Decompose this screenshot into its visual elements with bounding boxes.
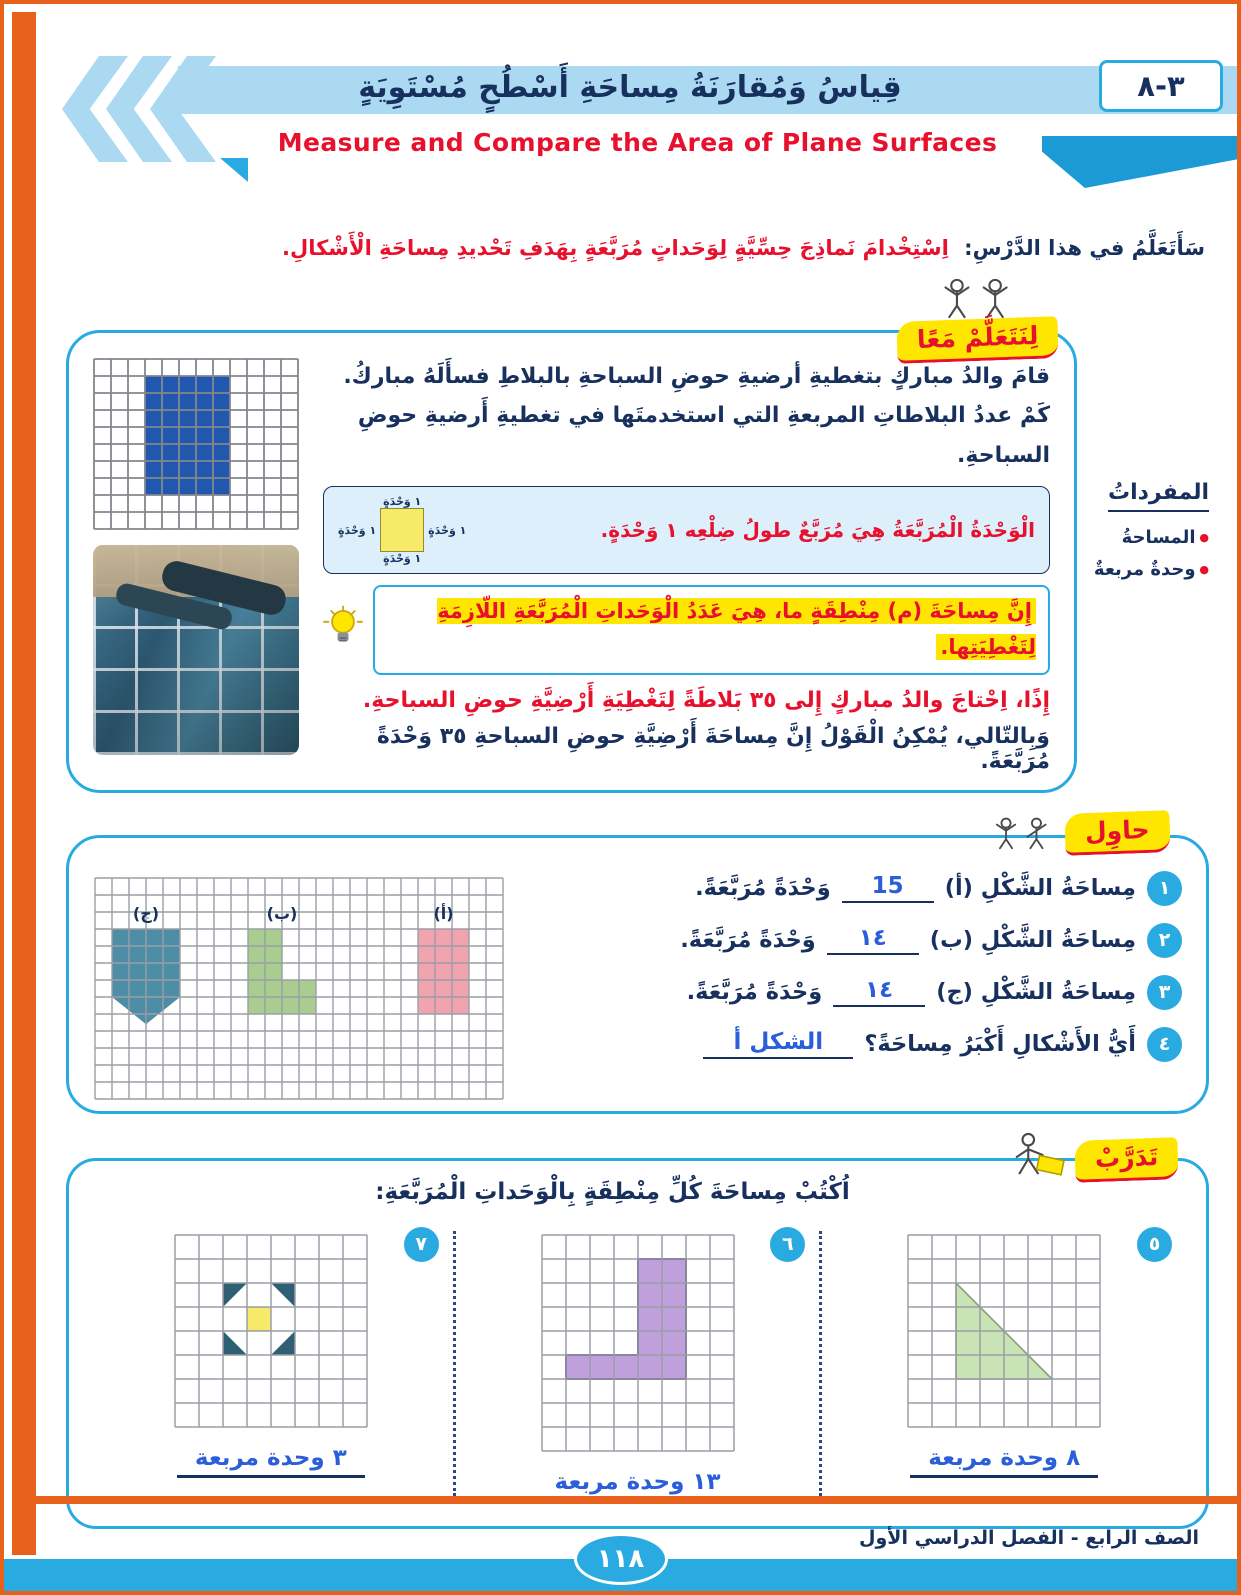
unit-square-diagram (338, 495, 466, 565)
learn-right-column (323, 357, 1050, 774)
try-label-text: حاوِل (1065, 810, 1171, 856)
svg-text:(ج): (ج) (132, 903, 160, 923)
svg-text:(ب): (ب) (266, 903, 298, 923)
question-number-badge: ٤ (1147, 1027, 1182, 1062)
triangle-decoration (220, 158, 248, 182)
dotted-divider (819, 1231, 822, 1496)
vocabulary-title: المفرداتُ (1108, 480, 1209, 512)
question-number-badge: ٣ (1147, 975, 1182, 1010)
question-number-badge: ١ (1147, 871, 1182, 906)
lesson-number-box (1099, 60, 1223, 112)
learn-intro-text: قامَ والدُ مباركٍ بتغطيةِ أرضيةِ حوضِ السباحةِ بالبلاطِ فسأَلَهُ مباركُ. كَمْ عددُ البلاطاتِ المربعةِ التي استخدمتَها في تغطيةِ أَرضيةِ حوضِ السباحةِ. (343, 363, 1050, 468)
svg-text:(أ): (أ) (433, 903, 454, 923)
area-rule-box (373, 585, 1050, 674)
triangle-grid (906, 1233, 1102, 1429)
learn-columns (89, 357, 1050, 774)
learn-row (66, 320, 1209, 793)
question-text: أَيُّ الأَشْكالِ أَكْبَرُ مِساحَةً؟ (864, 1031, 1136, 1058)
square-unit-definition-box (323, 486, 1050, 574)
shapes-comparison-grid (93, 876, 505, 1101)
fold-decoration (1042, 136, 1237, 188)
page-number-badge (574, 1533, 668, 1585)
practice-section (66, 1141, 1209, 1529)
answer-blank[interactable]: 15 (842, 873, 934, 903)
question-row (531, 871, 1182, 906)
lightbulb-icon (323, 605, 363, 655)
question-suffix: وَحْدَةً مُرَبَّعَةً. (686, 979, 823, 1006)
pinwheel-grid (173, 1233, 369, 1429)
lesson-title-english: Measure and Compare the Area of Plane Surfaces (277, 128, 998, 157)
learn-together-label-text: لِنَتَعَلَّمْ مَعًا (896, 316, 1059, 364)
practice-instruction: اُكْتُبْ مِساحَةَ كُلِّ مِنْطِقَةٍ بِالْوَحَداتِ الْمُرَبَّعَةِ: (375, 1178, 850, 1205)
answer-blank[interactable]: ١٤ (833, 977, 925, 1007)
left-frame-bar (12, 12, 36, 1555)
objective-label: سَأَتَعَلَّمُ في هذا الدَّرْسِ: (964, 236, 1205, 260)
dotted-divider (453, 1231, 456, 1496)
stick-figures-icon (931, 277, 1023, 319)
lesson-number: ٣-٨ (1137, 69, 1185, 103)
question-suffix: وَحْدَةً مُرَبَّعَةً. (680, 927, 816, 954)
unit-square (380, 508, 424, 552)
objective-text: اِسْتِخْدامَ نَماذِجَ حِسِّيَّةٍ لِوَحَداتٍ مُرَبَّعَةٍ بِهَدَفِ تَحْديدِ مِساحَةِ الْأَشْكالِ. (282, 236, 949, 260)
question-row (531, 975, 1182, 1010)
question-text: مِساحَةُ الشَّكْلِ (أ) (944, 875, 1136, 902)
bottom-frame-bar (12, 1496, 1237, 1504)
question-row (531, 923, 1182, 958)
learn-left-column (89, 357, 303, 774)
stick-figures-icon (987, 813, 1057, 853)
page-number: ١١٨ (596, 1544, 645, 1574)
exercise-number-badge: ٦ (770, 1227, 805, 1262)
unit-label-right: ١ وَحْدَةٍ (338, 523, 377, 537)
pool-tiling-photo (93, 545, 299, 755)
unit-label-bottom: ١ وَحْدَةٍ (383, 552, 422, 566)
try-section (66, 814, 1209, 1114)
pool-tiles-grid (92, 357, 300, 531)
conclusion-red: إِذًا، اِحْتاجَ والدُ مباركٍ إِلى ٣٥ بَلاطَةً لِتَغْطِيَةِ أَرْضِيَّةِ حوضِ السباحةِ. (362, 687, 1050, 713)
vocabulary-item: ● وحدةٌ مربعةٌ (1089, 554, 1209, 586)
lesson-objective (66, 232, 1205, 266)
answer-blank[interactable]: ١٤ (827, 925, 919, 955)
conclusion-navy: وَبِالتّالي، يُمْكِنُ الْقَوْلُ إِنَّ مِساحَةَ أَرْضِيَّةِ حوضِ السباحةِ ٣٥ وَحْدَةً مُرَبَّعَةً. (376, 723, 1050, 774)
vocabulary-list (1089, 522, 1209, 587)
header (66, 52, 1209, 220)
question-row (531, 1027, 1182, 1062)
practice-panels (91, 1225, 1184, 1502)
try-questions (531, 852, 1182, 1079)
answer-blank[interactable]: ١٣ وحدة مربعة (537, 1469, 739, 1502)
question-number-badge: ٢ (1147, 923, 1182, 958)
vocabulary-item: ● المساحةُ (1089, 522, 1209, 554)
answer-blank[interactable]: ٨ وحدة مربعة (910, 1445, 1098, 1478)
square-unit-definition: الْوَحْدَةُ الْمُرَبَّعَةُ هِيَ مُرَبَّعٌ طولُ ضِلْعِه ١ وَحْدَةٍ. (600, 518, 1035, 543)
l-shape-grid (540, 1233, 736, 1453)
page-content (4, 4, 1237, 1529)
answer-blank[interactable]: ٣ وحدة مربعة (177, 1445, 365, 1478)
practice-label (1001, 1131, 1178, 1181)
writing-figure-icon (1001, 1131, 1069, 1181)
footer-grade-text: الصف الرابع - الفصل الدراسي الأول (859, 1527, 1199, 1549)
question-suffix: وَحْدَةً مُرَبَّعَةً. (695, 875, 831, 902)
exercise-number-badge: ٧ (404, 1227, 439, 1262)
area-rule-text: إِنَّ مِساحَةَ (م) مِنْطِقَةٍ ما، هِيَ عَدَدُ الْوَحَداتِ الْمُرَبَّعَةِ اللّازِمَةِ لِتَغْطِيَتِها. (437, 599, 1036, 660)
unit-label-left: ١ وَحْدَةٍ (428, 523, 467, 537)
question-text: مِساحَةُ الشَّكْلِ (ب) (929, 927, 1136, 954)
practice-label-text: تَدَرَّبْ (1074, 1137, 1179, 1183)
answer-blank[interactable]: الشكل أ (703, 1029, 853, 1059)
unit-label-top: ١ وَحْدَةٍ (383, 495, 422, 509)
practice-panel (91, 1225, 451, 1478)
practice-panel (458, 1225, 818, 1502)
learn-together-label (897, 277, 1058, 361)
practice-panel (824, 1225, 1184, 1478)
question-text: مِساحَةُ الشَّكْلِ (ج) (936, 979, 1136, 1006)
try-columns (93, 852, 1182, 1101)
lesson-title-arabic: قِياسُ وَمُقارَنَةُ مِساحَةِ أَسْطُحٍ مُسْتَوِيَةٍ (358, 70, 902, 105)
vocabulary-sidebar (1089, 330, 1209, 587)
learn-together-section (66, 320, 1077, 793)
exercise-number-badge: ٥ (1137, 1227, 1172, 1262)
area-rule-row (323, 585, 1050, 674)
try-label (987, 812, 1170, 854)
